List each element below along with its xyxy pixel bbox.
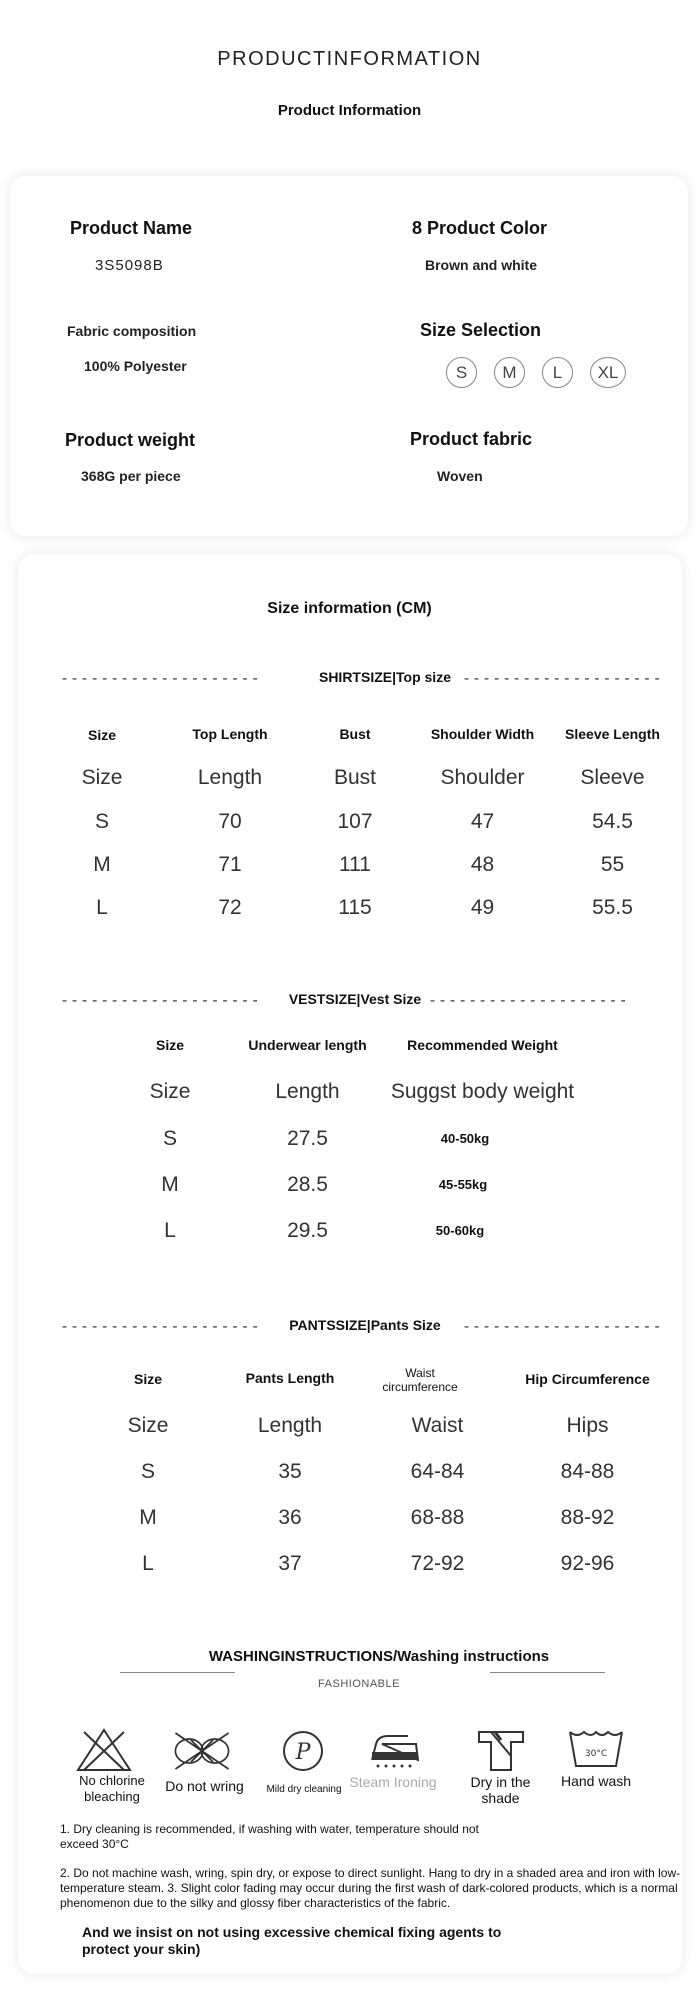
steam-iron-label: Steam Ironing: [349, 1774, 437, 1790]
pants-header-hip: Hip Circumference: [525, 1371, 650, 1387]
hand-wash-icon: [566, 1724, 626, 1774]
vest-header-size: Size: [155, 1037, 184, 1053]
shirt-sub-size: Size: [81, 766, 123, 789]
pants-sub-hips: Hips: [566, 1414, 609, 1437]
svg-text:P: P: [295, 1740, 311, 1765]
table-cell: 68-88: [410, 1506, 465, 1529]
pants-header-length: Pants Length: [245, 1370, 335, 1386]
fabric-composition-value: 100% Polyester: [84, 358, 187, 374]
washing-note-2: 2. Do not machine wash, wring, spin dry, or expose to direct sunlight. Hang to dry in a shaded area and iron with low-temperature steam. 3. Slight color fading may occur during the first wash of dark-colored products, which is a normal phenomenon due to the silky and glossy fiber characteristics of the fabric.: [60, 1866, 681, 1910]
vest-header-length: Underwear length: [248, 1037, 367, 1053]
no-chlorine-icon: [74, 1726, 134, 1776]
divider-left: --------------------: [60, 669, 261, 687]
hand-wash-label: Hand wash: [560, 1773, 632, 1789]
shirt-header-bust: Bust: [339, 726, 371, 742]
shirt-header-shoulder: Shoulder Width: [430, 726, 535, 742]
shirt-header-length: Top Length: [192, 726, 268, 742]
shirt-sub-length: Length: [197, 766, 263, 789]
vest-sub-size: Size: [149, 1080, 191, 1103]
table-cell: 49: [470, 896, 495, 919]
size-selection-label: Size Selection: [420, 320, 542, 340]
no-wring-label: Do not wring: [165, 1778, 244, 1794]
vest-sub-weight: Suggst body weight: [390, 1080, 575, 1103]
table-cell: M: [93, 853, 111, 876]
washing-note-1: 1. Dry cleaning is recommended, if washing with water, temperature should not exceed 30°C: [60, 1822, 479, 1851]
table-cell: 29.5: [287, 1219, 328, 1242]
product-weight-value: 368G per piece: [81, 468, 181, 484]
table-cell: 27.5: [287, 1127, 328, 1150]
table-cell: L: [142, 1552, 154, 1575]
pants-header-size: Size: [133, 1371, 162, 1387]
table-cell: 28.5: [287, 1173, 328, 1196]
table-cell: M: [161, 1173, 179, 1196]
washing-subtitle: FASHIONABLE: [318, 1678, 400, 1690]
size-option-xl[interactable]: XL: [590, 357, 626, 388]
fabric-composition-label: Fabric composition: [67, 323, 197, 339]
pants-sub-waist: Waist: [411, 1414, 464, 1437]
shirt-header-size: Size: [87, 727, 116, 743]
pants-sub-length: Length: [257, 1414, 323, 1437]
table-cell: 40-50kg: [440, 1131, 490, 1146]
table-cell: 115: [338, 896, 372, 919]
page-subtitle: Product Information: [277, 102, 422, 119]
table-cell: 111: [339, 853, 371, 876]
table-cell: 71: [218, 853, 242, 876]
vest-header-weight: Recommended Weight: [407, 1037, 558, 1053]
shirt-sub-bust: Bust: [333, 766, 377, 789]
table-cell: 72-92: [410, 1552, 465, 1575]
divider-left: --------------------: [60, 1317, 261, 1335]
divider-left: --------------------: [60, 991, 261, 1009]
shirt-sub-shoulder: Shoulder: [440, 766, 525, 789]
dry-clean-label: Mild dry cleaning: [266, 1784, 342, 1795]
table-cell: S: [140, 1460, 155, 1483]
table-cell: 64-84: [410, 1460, 465, 1483]
product-name-value: 3S5098B: [95, 257, 164, 274]
table-cell: L: [96, 896, 108, 919]
table-cell: L: [164, 1219, 176, 1242]
shirt-sub-sleeve: Sleeve: [580, 766, 645, 789]
table-cell: 35: [278, 1460, 302, 1483]
table-cell: 70: [218, 810, 242, 833]
table-cell: 92-96: [560, 1552, 615, 1575]
vest-sub-length: Length: [275, 1080, 340, 1103]
table-cell: S: [94, 810, 109, 833]
product-name-label: Product Name: [70, 218, 193, 238]
shirt-size-title: SHIRTSIZE|Top size: [318, 669, 451, 685]
steam-iron-icon: [364, 1726, 424, 1776]
washing-rule-right: [490, 1672, 605, 1673]
pants-size-title: PANTSSIZE|Pants Size: [289, 1317, 441, 1333]
dry-clean-icon: [273, 1726, 333, 1776]
table-cell: M: [139, 1506, 157, 1529]
table-cell: 36: [278, 1506, 302, 1529]
size-option-l[interactable]: L: [542, 357, 573, 388]
vest-size-title: VESTSIZE|Vest Size: [288, 991, 422, 1007]
divider-right: --------------------: [462, 1317, 663, 1335]
table-cell: 107: [337, 810, 373, 833]
size-selector: [446, 357, 626, 388]
table-cell: 50-60kg: [435, 1223, 485, 1238]
no-chlorine-label: No chlorine bleaching: [79, 1773, 145, 1804]
table-cell: 37: [278, 1552, 302, 1575]
divider-right: --------------------: [428, 991, 629, 1009]
table-cell: S: [162, 1127, 177, 1150]
table-cell: 88-92: [560, 1506, 615, 1529]
size-option-m[interactable]: M: [494, 357, 525, 388]
product-color-label: 8 Product Color: [412, 218, 548, 238]
divider-right: --------------------: [462, 669, 663, 687]
table-cell: 55.5: [592, 896, 633, 919]
page-title: PRODUCTINFORMATION: [217, 48, 482, 70]
table-cell: 48: [470, 853, 495, 876]
hand-wash-temp: 30°C: [584, 1749, 608, 1759]
shade-dry-label: Dry in the shade: [470, 1774, 531, 1806]
table-cell: 54.5: [592, 810, 633, 833]
product-fabric-label: Product fabric: [410, 429, 533, 449]
table-cell: 47: [470, 810, 495, 833]
product-color-value: Brown and white: [425, 257, 537, 273]
product-fabric-value: Woven: [437, 468, 483, 484]
pants-sub-size: Size: [127, 1414, 169, 1437]
washing-note-3: And we insist on not using excessive chemical fixing agents to protect your skin): [82, 1924, 502, 1957]
shirt-header-sleeve: Sleeve Length: [565, 726, 660, 742]
washing-title: WASHINGINSTRUCTIONS/Washing instructions: [208, 1648, 550, 1665]
table-cell: 45-55kg: [438, 1177, 488, 1192]
size-option-s[interactable]: S: [446, 357, 477, 388]
table-cell: 55: [600, 853, 625, 876]
pants-header-waist: Waist circumference: [382, 1366, 458, 1394]
size-info-title: Size information (CM): [267, 600, 432, 617]
no-wring-icon: [172, 1726, 232, 1776]
table-cell: 84-88: [560, 1460, 615, 1483]
washing-rule-left: [120, 1672, 235, 1673]
shade-dry-icon: [471, 1726, 531, 1776]
table-cell: 72: [218, 896, 242, 919]
product-weight-label: Product weight: [65, 430, 195, 450]
